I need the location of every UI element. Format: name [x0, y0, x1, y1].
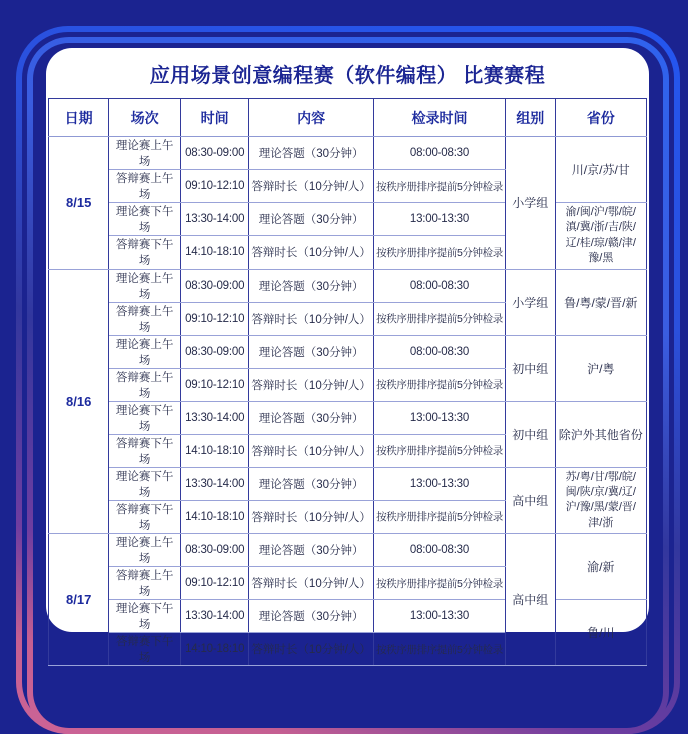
cell-content: 理论答题（30分钟） [249, 534, 374, 567]
cell-checkin: 08:00-08:30 [374, 269, 506, 302]
cell-time: 08:30-09:00 [181, 335, 249, 368]
cell-content: 理论答题（30分钟） [249, 269, 374, 302]
cell-session: 理论赛上午场 [109, 335, 181, 368]
cell-checkin-sm: 按秩序册排序提前5分钟检录 [374, 368, 506, 401]
cell-checkin-sm: 按秩序册排序提前5分钟检录 [374, 633, 506, 666]
cell-session: 理论赛下午场 [109, 467, 181, 500]
column-header: 日期 [49, 99, 109, 137]
cell-session: 理论赛下午场 [109, 600, 181, 633]
cell-province: 鲁/粤/蒙/晋/新 [555, 269, 646, 335]
cell-session: 答辩赛下午场 [109, 236, 181, 269]
cell-checkin-sm: 按秩序册排序提前5分钟检录 [374, 170, 506, 203]
cell-content: 答辩时长（10分钟/人） [249, 368, 374, 401]
cell-group: 小学组 [505, 137, 555, 270]
cell-group: 高中组 [505, 467, 555, 534]
cell-time: 09:10-12:10 [181, 302, 249, 335]
cell-time: 13:30-14:00 [181, 203, 249, 236]
cell-session: 理论赛上午场 [109, 269, 181, 302]
cell-province: 川/京/苏/甘 [555, 137, 646, 203]
cell-time: 08:30-09:00 [181, 137, 249, 170]
table-row [49, 203, 647, 236]
cell-content: 理论答题（30分钟） [249, 600, 374, 633]
cell-checkin-sm: 按秩序册排序提前5分钟检录 [374, 567, 506, 600]
cell-time: 13:30-14:00 [181, 600, 249, 633]
cell-province: 鲁/川 [555, 600, 646, 666]
cell-content: 理论答题（30分钟） [249, 203, 374, 236]
cell-content: 答辩时长（10分钟/人） [249, 170, 374, 203]
header-row [49, 99, 647, 137]
cell-checkin-sm: 按秩序册排序提前5分钟检录 [374, 500, 506, 533]
cell-session: 理论赛上午场 [109, 137, 181, 170]
table-row [49, 534, 647, 567]
cell-province: 除沪外其他省份 [555, 401, 646, 467]
cell-province-sm: 苏/粤/甘/鄂/皖/闽/陕/京/冀/辽/沪/豫/黑/蒙/晋/津/浙 [555, 467, 646, 534]
cell-session: 答辩赛下午场 [109, 434, 181, 467]
cell-group: 小学组 [505, 269, 555, 335]
table-body [49, 137, 647, 666]
cell-content: 理论答题（30分钟） [249, 401, 374, 434]
cell-province: 沪/粤 [555, 335, 646, 401]
cell-session: 理论赛下午场 [109, 401, 181, 434]
cell-content: 理论答题（30分钟） [249, 137, 374, 170]
cell-checkin: 13:00-13:30 [374, 203, 506, 236]
cell-time: 14:10-18:10 [181, 236, 249, 269]
cell-time: 08:30-09:00 [181, 534, 249, 567]
cell-content: 答辩时长（10分钟/人） [249, 500, 374, 533]
cell-group: 高中组 [505, 534, 555, 666]
cell-time: 09:10-12:10 [181, 368, 249, 401]
table-row [49, 335, 647, 368]
cell-session: 答辩赛下午场 [109, 633, 181, 666]
table-header [49, 99, 647, 137]
table-container [46, 98, 649, 666]
cell-time: 08:30-09:00 [181, 269, 249, 302]
table-row [49, 600, 647, 633]
table-row [49, 401, 647, 434]
column-header: 组别 [505, 99, 555, 137]
cell-time: 13:30-14:00 [181, 401, 249, 434]
schedule-card [46, 48, 649, 665]
cell-content: 理论答题（30分钟） [249, 467, 374, 500]
cell-session: 答辩赛上午场 [109, 567, 181, 600]
column-header: 时间 [181, 99, 249, 137]
cell-province-sm: 渝/闽/沪/鄂/皖/滇/冀/浙/吉/陕/辽/桂/琼/赣/津/豫/黑 [555, 203, 646, 270]
column-header: 省份 [555, 99, 646, 137]
cell-content: 答辩时长（10分钟/人） [249, 633, 374, 666]
cell-session: 答辩赛上午场 [109, 302, 181, 335]
cell-content: 答辩时长（10分钟/人） [249, 567, 374, 600]
cell-time: 14:10-18:10 [181, 434, 249, 467]
cell-content: 答辩时长（10分钟/人） [249, 434, 374, 467]
cell-checkin-sm: 按秩序册排序提前5分钟检录 [374, 302, 506, 335]
column-header: 检录时间 [374, 99, 506, 137]
column-header: 内容 [249, 99, 374, 137]
table-row [49, 467, 647, 500]
cell-checkin-sm: 按秩序册排序提前5分钟检录 [374, 434, 506, 467]
cell-checkin: 08:00-08:30 [374, 534, 506, 567]
cell-date: 8/17 [49, 534, 109, 666]
cell-content: 答辩时长（10分钟/人） [249, 236, 374, 269]
table-row [49, 137, 647, 170]
page-title: 应用场景创意编程赛（软件编程） 比赛赛程 [149, 65, 546, 87]
cell-date: 8/16 [49, 269, 109, 534]
cell-content: 答辩时长（10分钟/人） [249, 302, 374, 335]
cell-time: 13:30-14:00 [181, 467, 249, 500]
cell-province: 渝/新 [555, 534, 646, 600]
cell-checkin: 13:00-13:30 [374, 600, 506, 633]
cell-time: 09:10-12:10 [181, 170, 249, 203]
cell-session: 答辩赛上午场 [109, 368, 181, 401]
cell-session: 理论赛上午场 [109, 534, 181, 567]
table-row [49, 269, 647, 302]
cell-time: 14:10-18:10 [181, 633, 249, 666]
cell-time: 09:10-12:10 [181, 567, 249, 600]
cell-checkin-sm: 按秩序册排序提前5分钟检录 [374, 236, 506, 269]
cell-checkin: 13:00-13:30 [374, 401, 506, 434]
cell-session: 答辩赛下午场 [109, 500, 181, 533]
cell-content: 理论答题（30分钟） [249, 335, 374, 368]
cell-time: 14:10-18:10 [181, 500, 249, 533]
cell-date: 8/15 [49, 137, 109, 270]
cell-checkin: 13:00-13:30 [374, 467, 506, 500]
cell-session: 答辩赛上午场 [109, 170, 181, 203]
cell-group: 初中组 [505, 401, 555, 467]
schedule-table [48, 98, 647, 666]
column-header: 场次 [109, 99, 181, 137]
cell-checkin: 08:00-08:30 [374, 335, 506, 368]
cell-checkin: 08:00-08:30 [374, 137, 506, 170]
cell-session: 理论赛下午场 [109, 203, 181, 236]
cell-group: 初中组 [505, 335, 555, 401]
